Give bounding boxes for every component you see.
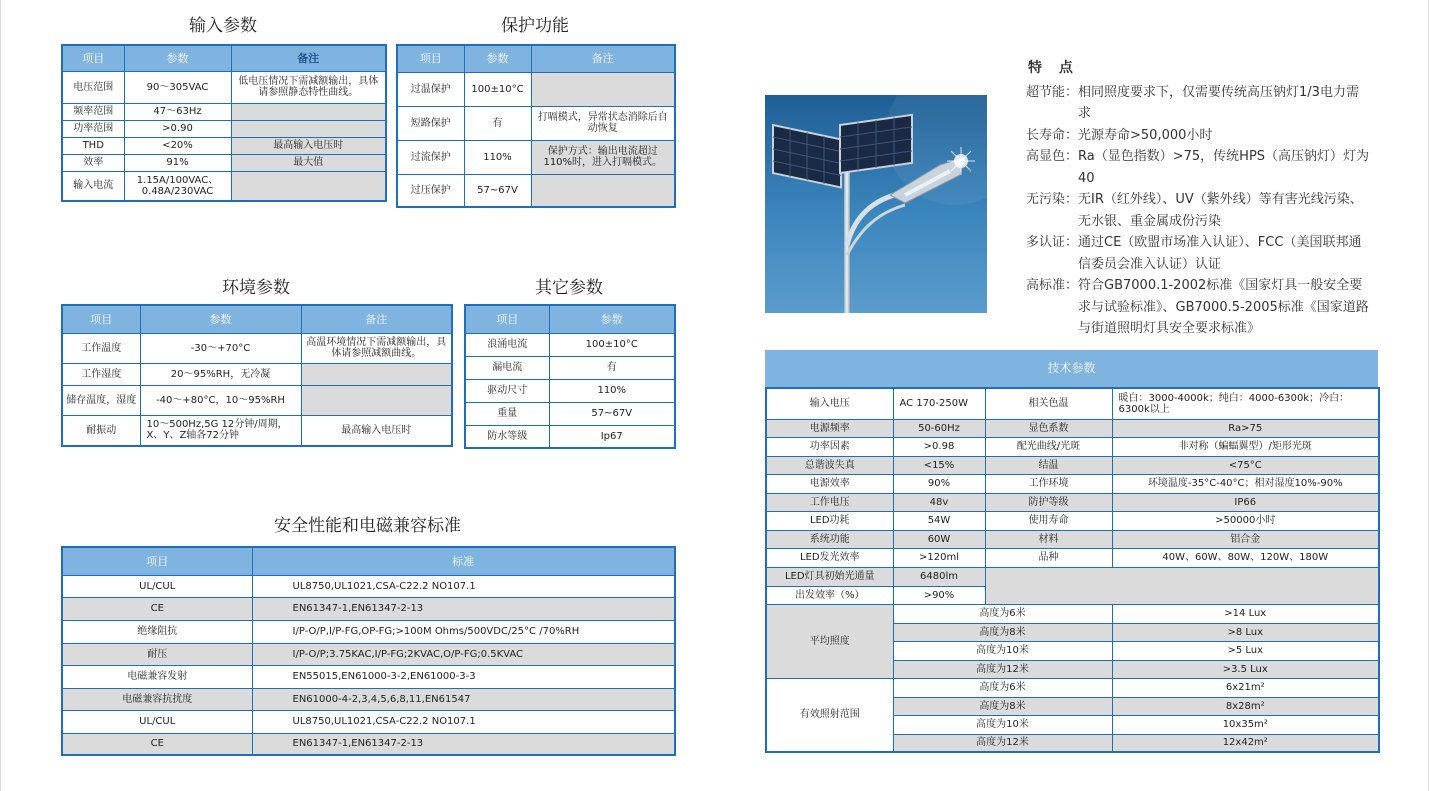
table-cell	[231, 120, 386, 137]
feature-key: 超节能：	[1026, 84, 1079, 100]
table-row	[62, 154, 386, 171]
table-row	[766, 437, 1379, 456]
table-cell: 高度为8米	[893, 623, 1112, 641]
table-cell: IP66	[1112, 493, 1379, 511]
table-cell: 高度为12米	[893, 734, 1112, 752]
table-cell: 功率范围	[62, 120, 124, 137]
feature-key: 长寿命：	[1026, 127, 1079, 143]
table-row	[766, 530, 1379, 548]
table-cell: 10x35m²	[1112, 715, 1379, 734]
table-cell: >120ml	[893, 548, 985, 567]
table-cell: 高度为12米	[893, 660, 1112, 678]
table-cell: 57~67V	[549, 402, 675, 425]
feature-key: 无污染：	[1026, 192, 1079, 207]
table-row	[62, 415, 452, 446]
table-cell: 12x42m²	[1112, 734, 1379, 752]
table-cell: 过压保护	[397, 174, 464, 207]
table-cell: 高度为6米	[893, 678, 1112, 697]
feature-value: 符合GB7000.1-2002标准《国家灯具一般安全要求与试验标准》、GB7000.5-2005标准《国家道路与街道照明灯具安全要求标准》	[1078, 278, 1369, 336]
table-header: 参数	[124, 45, 231, 71]
table-header: 项目	[62, 305, 140, 333]
table-row	[62, 597, 675, 620]
table-cell: >50000小时	[1112, 511, 1379, 530]
feature-value: 通过CE（欧盟市场准入认证）、FCC（美国联邦通信委员会准入认证）认证	[1078, 235, 1362, 272]
table-row	[397, 106, 675, 140]
table-cell: 总谐波失真	[766, 456, 893, 474]
table-cell: CE	[62, 597, 252, 620]
table-row	[62, 137, 386, 154]
table-cell: 工作环境	[985, 474, 1112, 493]
table-row	[766, 419, 1379, 437]
table-header: 备注	[231, 45, 386, 71]
table-cell: 相关色温	[985, 388, 1112, 419]
table-cell: 浪涌电流	[465, 333, 549, 356]
table-cell: 材料	[985, 530, 1112, 548]
table-cell: >3.5 Lux	[1112, 660, 1379, 678]
table-cell: 环境温度-35°C-40°C；相对湿度10%-90%	[1112, 474, 1379, 493]
table-row	[397, 174, 675, 207]
table-cell: 输入电压	[766, 388, 893, 419]
table-cell: 50-60Hz	[893, 419, 985, 437]
table-cell: LED功耗	[766, 511, 893, 530]
table-cell: 47～63Hz	[124, 103, 231, 120]
environment-title: 环境参数	[222, 278, 290, 298]
table-cell: 暖白：3000-4000k；纯白：4000-6300k；冷白：6300k以上	[1112, 388, 1379, 419]
table-cell: 短路保护	[397, 106, 464, 140]
table-row	[62, 688, 675, 710]
table-cell: 高温环境情况下需减额输出，具体请参照减额曲线。	[301, 333, 452, 363]
feature-item	[1026, 189, 1371, 232]
table-cell: 1.15A/100VAC、0.48A/230VAC	[124, 171, 231, 201]
table-row	[766, 548, 1379, 567]
table-header: 项目	[62, 45, 124, 71]
table-row	[62, 733, 675, 755]
table-row	[465, 425, 675, 448]
other-params-table	[464, 304, 676, 449]
table-row	[62, 103, 386, 120]
table-cell	[231, 103, 386, 120]
environment-table	[61, 304, 453, 447]
table-header: 项目	[62, 547, 252, 575]
table-cell: -30～+70°C	[140, 333, 301, 363]
feature-key: 多认证：	[1026, 235, 1079, 250]
table-cell: 电磁兼容抗扰度	[62, 688, 252, 710]
tech-params-header: 技术参数	[765, 350, 1378, 387]
table-cell: 驱动尺寸	[465, 379, 549, 402]
solar-street-light-illustration	[765, 95, 987, 313]
table-cell: 保护方式：输出电流超过110%时，进入打嗝模式。	[531, 140, 675, 174]
table-row	[62, 643, 675, 665]
table-cell: EN55015,EN61000-3-2,EN61000-3-3	[252, 665, 675, 688]
table-row	[62, 665, 675, 688]
table-cell: 输入电流	[62, 171, 124, 201]
table-cell: 高度为6米	[893, 604, 1112, 623]
table-header: 参数	[464, 45, 531, 72]
table-cell	[531, 174, 675, 207]
table-row	[766, 493, 1379, 511]
table-cell: 功率因素	[766, 437, 893, 456]
table-cell: 10～500Hz,5G 12分钟/周期，X、Y、Z轴各72分钟	[140, 415, 301, 446]
table-row	[766, 456, 1379, 474]
table-cell: 100±10°C	[464, 72, 531, 106]
table-cell: 8x28m²	[1112, 697, 1379, 715]
table-header: 参数	[140, 305, 301, 333]
table-cell: Ra>75	[1112, 419, 1379, 437]
other-params-title: 其它参数	[535, 278, 603, 298]
input-params-table	[61, 44, 387, 202]
table-cell: 最高输入电压时	[231, 137, 386, 154]
table-cell: LED灯具初始光通量	[766, 567, 893, 586]
table-cell: 频率范围	[62, 103, 124, 120]
table-cell: 57~67V	[464, 174, 531, 207]
table-cell: 防水等级	[465, 425, 549, 448]
table-cell: 有效照射范围	[766, 678, 893, 752]
table-cell: >8 Lux	[1112, 623, 1379, 641]
table-cell: <20%	[124, 137, 231, 154]
safety-title: 安全性能和电磁兼容标准	[274, 516, 461, 536]
table-cell: UL8750,UL1021,CSA-C22.2 NO107.1	[252, 575, 675, 597]
table-cell: 工作温度	[62, 333, 140, 363]
table-header: 参数	[549, 305, 675, 333]
table-row	[766, 567, 1379, 586]
table-cell: 6x21m²	[1112, 678, 1379, 697]
table-cell: 最大值	[231, 154, 386, 171]
table-cell: CE	[62, 733, 252, 755]
table-cell: 过温保护	[397, 72, 464, 106]
table-cell: 使用寿命	[985, 511, 1112, 530]
table-row	[62, 333, 452, 363]
table-cell: 有	[549, 356, 675, 379]
table-header: 备注	[531, 45, 675, 72]
table-cell: >0.90	[124, 120, 231, 137]
table-cell	[531, 72, 675, 106]
table-cell: 出发效率（%）	[766, 586, 893, 604]
table-cell	[301, 363, 452, 385]
table-cell: 高度为10米	[893, 641, 1112, 660]
table-cell: 过流保护	[397, 140, 464, 174]
table-cell: 110%	[464, 140, 531, 174]
table-header: 项目	[465, 305, 549, 333]
table-cell: 工作湿度	[62, 363, 140, 385]
table-row	[465, 379, 675, 402]
table-cell: Ip67	[549, 425, 675, 448]
protection-table	[396, 44, 676, 208]
table-row	[397, 140, 675, 174]
table-cell: UL/CUL	[62, 575, 252, 597]
table-row	[62, 71, 386, 103]
table-cell: 系统功能	[766, 530, 893, 548]
table-cell: 91%	[124, 154, 231, 171]
table-cell: 100±10°C	[549, 333, 675, 356]
table-row	[766, 388, 1379, 419]
features-title: 特 点	[1028, 60, 1079, 76]
table-cell: 工作电压	[766, 493, 893, 511]
features-section	[1026, 58, 1371, 340]
table-cell: 平均照度	[766, 604, 893, 678]
table-cell: 6480lm	[893, 567, 985, 586]
feature-value: 光源寿命>50,000小时	[1078, 127, 1213, 143]
table-cell: 90～305VAC	[124, 71, 231, 103]
table-cell	[301, 385, 452, 415]
table-cell: 重量	[465, 402, 549, 425]
feature-value: 无IR（红外线）、UV（紫外线）等有害光线污染、无水银、重金属成份污染	[1078, 192, 1363, 229]
table-cell: 耐压	[62, 643, 252, 665]
table-cell-empty	[985, 567, 1379, 604]
table-cell: 品种	[985, 548, 1112, 567]
feature-value: Ra（显色指数）>75，传统HPS（高压钠灯）灯为40	[1078, 149, 1370, 186]
table-cell: 漏电流	[465, 356, 549, 379]
table-cell	[231, 171, 386, 201]
table-row	[465, 356, 675, 379]
table-cell: >90%	[893, 586, 985, 604]
table-cell: UL8750,UL1021,CSA-C22.2 NO107.1	[252, 710, 675, 733]
table-row	[62, 171, 386, 201]
feature-value: 相同照度要求下，仅需要传统高压钠灯1/3电力需求	[1078, 84, 1359, 121]
safety-table	[61, 546, 676, 756]
table-cell: 54W	[893, 511, 985, 530]
table-cell: 储存温度，湿度	[62, 385, 140, 415]
table-cell: EN61000-4-2,3,4,5,6,8,11,EN61547	[252, 688, 675, 710]
table-cell: 低电压情况下需减额输出，具体请参照静态特性曲线。	[231, 71, 386, 103]
table-row	[62, 363, 452, 385]
table-row	[766, 511, 1379, 530]
feature-item	[1026, 275, 1371, 340]
table-row	[62, 710, 675, 733]
table-cell: EN61347-1,EN61347-2-13	[252, 597, 675, 620]
table-cell: I/P-O/P,I/P-FG,OP-FG;>100M Ohms/500VDC/25°C /70%RH	[252, 620, 675, 643]
feature-key: 高标准：	[1026, 278, 1079, 293]
table-cell: 有	[464, 106, 531, 140]
table-cell: 电源频率	[766, 419, 893, 437]
table-cell: >14 Lux	[1112, 604, 1379, 623]
table-cell: 非对称（蝙蝠翼型）/矩形光斑	[1112, 437, 1379, 456]
table-row	[62, 120, 386, 137]
table-cell: 绝缘阻抗	[62, 620, 252, 643]
table-cell: 铝合金	[1112, 530, 1379, 548]
table-row	[766, 474, 1379, 493]
feature-item	[1026, 125, 1371, 147]
table-row	[62, 575, 675, 597]
table-cell: <75°C	[1112, 456, 1379, 474]
table-cell: 40W、60W、80W、120W、180W	[1112, 548, 1379, 567]
table-cell: <15%	[893, 456, 985, 474]
table-cell: 效率	[62, 154, 124, 171]
table-cell: 耐振动	[62, 415, 140, 446]
table-cell: 电压范围	[62, 71, 124, 103]
table-cell: 电源效率	[766, 474, 893, 493]
table-cell: 显色系数	[985, 419, 1112, 437]
table-cell: EN61347-1,EN61347-2-13	[252, 733, 675, 755]
solar-street-light-photo	[765, 95, 987, 313]
table-cell: 高度为10米	[893, 715, 1112, 734]
feature-key: 高显色：	[1026, 149, 1079, 164]
table-cell: LED发光效率	[766, 548, 893, 567]
table-row	[766, 678, 1379, 697]
table-row	[465, 402, 675, 425]
feature-item	[1026, 82, 1371, 125]
table-cell: >0.98	[893, 437, 985, 456]
table-row	[465, 333, 675, 356]
table-cell: 配光曲线/光斑	[985, 437, 1112, 456]
table-cell: >5 Lux	[1112, 641, 1379, 660]
table-cell: UL/CUL	[62, 710, 252, 733]
protection-title: 保护功能	[501, 16, 569, 36]
table-cell: -40～+80°C，10～95%RH	[140, 385, 301, 415]
table-row	[766, 604, 1379, 623]
table-header: 项目	[397, 45, 464, 72]
table-cell: 防护等级	[985, 493, 1112, 511]
table-row	[62, 385, 452, 415]
table-cell: 高度为8米	[893, 697, 1112, 715]
table-header: 备注	[301, 305, 452, 333]
table-cell: 20～95%RH，无冷凝	[140, 363, 301, 385]
table-header: 标准	[252, 547, 675, 575]
table-row	[397, 72, 675, 106]
table-cell: THD	[62, 137, 124, 154]
tech-params-table	[765, 387, 1380, 753]
table-cell: 48v	[893, 493, 985, 511]
table-cell: 110%	[549, 379, 675, 402]
table-cell: 最高输入电压时	[301, 415, 452, 446]
table-row	[62, 620, 675, 643]
table-cell: 结温	[985, 456, 1112, 474]
table-cell: AC 170-250W	[893, 388, 985, 419]
table-cell: 60W	[893, 530, 985, 548]
table-cell: 打嗝模式，异常状态消除后自动恢复	[531, 106, 675, 140]
table-cell: I/P-O/P;3.75KAC,I/P-FG;2KVAC,O/P-FG;0.5KVAC	[252, 643, 675, 665]
feature-item	[1026, 146, 1371, 189]
input-params-title: 输入参数	[189, 16, 257, 36]
feature-item	[1026, 232, 1371, 275]
table-cell: 90%	[893, 474, 985, 493]
table-cell: 电磁兼容发射	[62, 665, 252, 688]
